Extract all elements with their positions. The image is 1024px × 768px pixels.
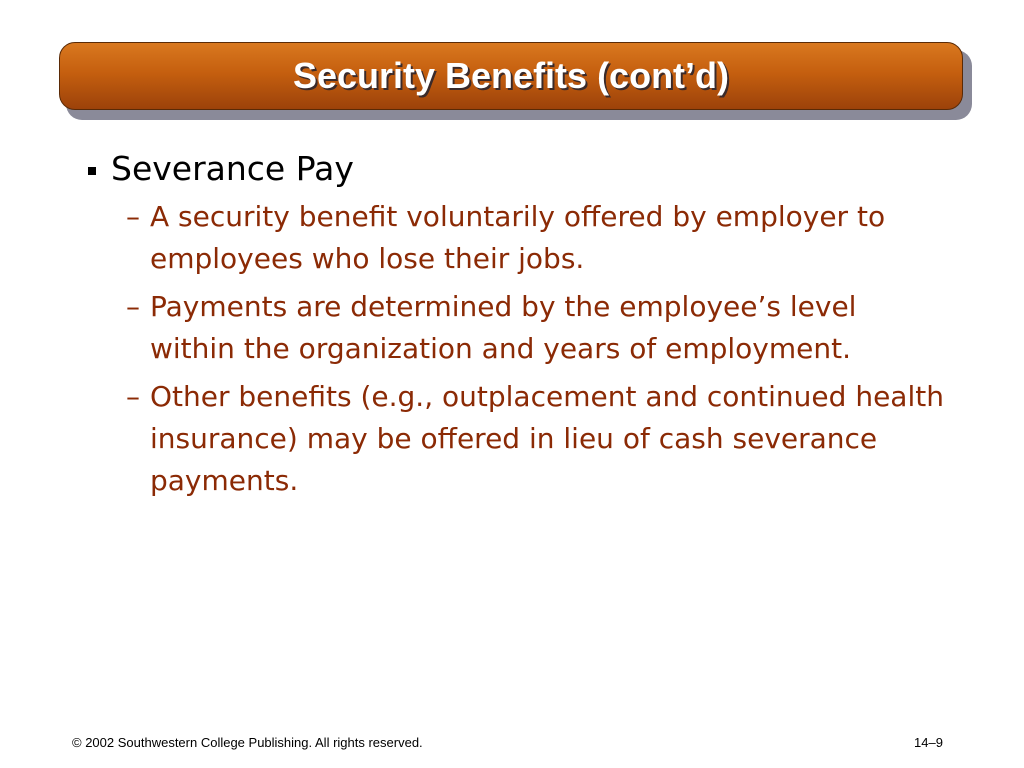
square-bullet-icon	[88, 167, 96, 175]
title-bar	[59, 42, 963, 110]
sub-bullet-item	[126, 196, 968, 280]
sub-bullet-text: Other benefits (e.g., outplacement and continued health insurance) may be offered in lieu of cash severance payments.	[150, 380, 944, 497]
slide-title: Security Benefits (cont’d)	[292, 55, 730, 96]
page-number: 14–9	[914, 735, 943, 750]
sub-bullet-item	[126, 286, 968, 370]
sub-bullet-text: Payments are determined by the employee’s level within the organization and years of employment.	[150, 290, 857, 365]
sub-bullet-list	[126, 196, 968, 502]
dash-bullet-icon: –	[126, 290, 140, 323]
dash-bullet-icon: –	[126, 200, 140, 233]
dash-bullet-icon: –	[126, 380, 140, 413]
sub-bullet-item	[126, 376, 968, 502]
bullet-severance-pay	[88, 148, 968, 190]
bullet-label: Severance Pay	[111, 149, 354, 188]
copyright-notice: © 2002 Southwestern College Publishing. All rights reserved.	[72, 735, 423, 750]
slide-content	[88, 148, 968, 508]
sub-bullet-text: A security benefit voluntarily offered by employer to employees who lose their jobs.	[150, 200, 886, 275]
